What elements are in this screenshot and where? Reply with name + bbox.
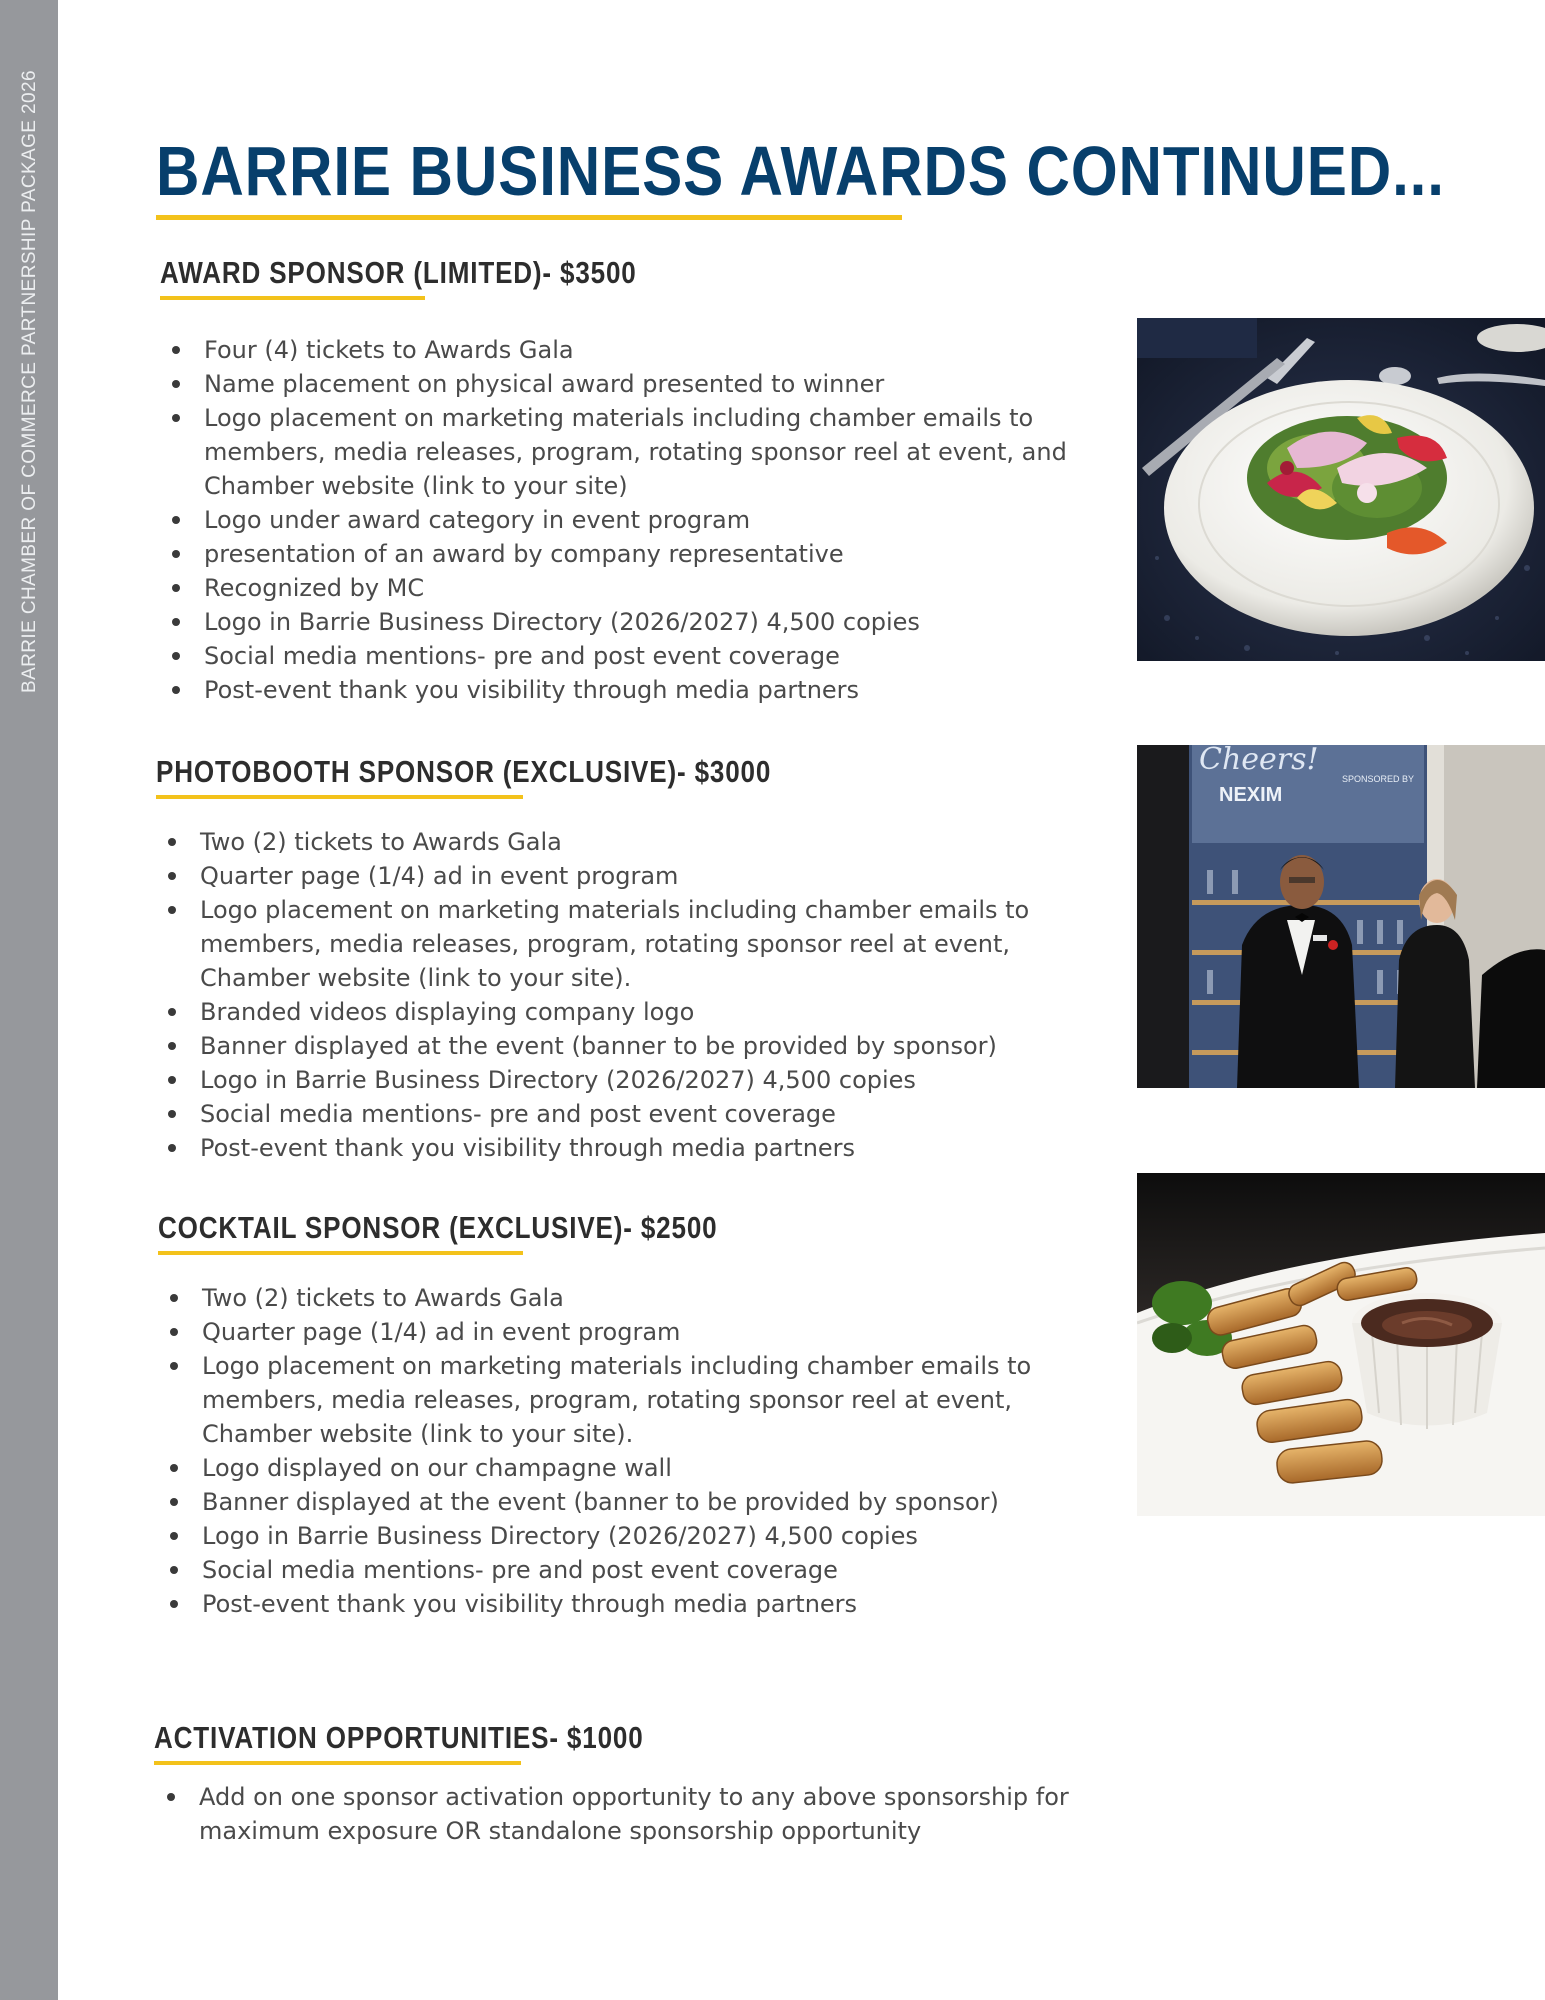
photobooth-sponsor-list <box>152 825 1080 1165</box>
section-heading-award-sponsor: AWARD SPONSOR (LIMITED)- $3500 <box>160 255 637 290</box>
heading-underline <box>158 1251 523 1255</box>
list-item: Logo in Barrie Business Directory (2026/2027) 4,500 copies <box>202 1519 1082 1553</box>
list-item: Logo displayed on our champagne wall <box>202 1451 1082 1485</box>
list-item: Two (2) tickets to Awards Gala <box>202 1281 1082 1315</box>
list-item: Quarter page (1/4) ad in event program <box>200 859 1080 893</box>
list-item: Logo in Barrie Business Directory (2026/2027) 4,500 copies <box>204 605 1084 639</box>
heading-underline <box>154 1761 521 1765</box>
section-heading-cocktail-sponsor: COCKTAIL SPONSOR (EXCLUSIVE)- $2500 <box>158 1210 718 1245</box>
list-item: Logo placement on marketing materials including chamber emails to members, media releases, program, rotating sponsor reel at event, and Chamber website (link to your site) <box>204 401 1084 503</box>
list-item: Social media mentions- pre and post event coverage <box>200 1097 1080 1131</box>
title-underline <box>156 215 902 220</box>
heading-underline <box>160 296 425 300</box>
list-item: Post-event thank you visibility through media partners <box>202 1587 1082 1621</box>
booth-sign-sponsored: SPONSORED BY <box>1342 774 1415 784</box>
section-heading-photobooth-sponsor: PHOTOBOOTH SPONSOR (EXCLUSIVE)- $3000 <box>156 754 772 789</box>
heading-underline <box>156 795 523 799</box>
list-item: Post-event thank you visibility through media partners <box>200 1131 1080 1165</box>
salad-photo <box>1137 318 1545 661</box>
list-item: Logo placement on marketing materials including chamber emails to members, media releases, program, rotating sponsor reel at event, Chamber website (link to your site). <box>200 893 1080 995</box>
cocktail-sponsor-list <box>154 1281 1082 1621</box>
list-item: Social media mentions- pre and post event coverage <box>202 1553 1082 1587</box>
list-item: Quarter page (1/4) ad in event program <box>202 1315 1082 1349</box>
sidebar <box>0 0 58 2000</box>
list-item: Add on one sponsor activation opportunity to any above sponsorship for maximum exposure OR standalone sponsorship opportunity <box>199 1780 1099 1848</box>
list-item: Banner displayed at the event (banner to be provided by sponsor) <box>200 1029 1080 1063</box>
list-item: Two (2) tickets to Awards Gala <box>200 825 1080 859</box>
list-item: Branded videos displaying company logo <box>200 995 1080 1029</box>
list-item: Social media mentions- pre and post event coverage <box>204 639 1084 673</box>
list-item: Recognized by MC <box>204 571 1084 605</box>
sidebar-label: BARRIE CHAMBER OF COMMERCE PARTNERSHIP PACKAGE 2026 <box>19 70 40 693</box>
page-title: BARRIE BUSINESS AWARDS CONTINUED... <box>156 132 1445 210</box>
list-item: Post-event thank you visibility through media partners <box>204 673 1084 707</box>
section-heading-activation: ACTIVATION OPPORTUNITIES- $1000 <box>154 1720 644 1755</box>
activation-list <box>151 1780 1099 1848</box>
list-item: Name placement on physical award presented to winner <box>204 367 1084 401</box>
award-sponsor-list <box>156 333 1084 707</box>
spring-rolls-photo <box>1137 1173 1545 1516</box>
booth-sign-logo: NEXIM <box>1219 784 1283 806</box>
list-item: Logo under award category in event program <box>204 503 1084 537</box>
list-item: Four (4) tickets to Awards Gala <box>204 333 1084 367</box>
booth-sign-script: Cheers! <box>1199 745 1319 777</box>
list-item: presentation of an award by company representative <box>204 537 1084 571</box>
list-item: Logo placement on marketing materials including chamber emails to members, media releases, program, rotating sponsor reel at event, Chamber website (link to your site). <box>202 1349 1082 1451</box>
photobooth-photo <box>1137 745 1545 1088</box>
list-item: Logo in Barrie Business Directory (2026/2027) 4,500 copies <box>200 1063 1080 1097</box>
list-item: Banner displayed at the event (banner to be provided by sponsor) <box>202 1485 1082 1519</box>
